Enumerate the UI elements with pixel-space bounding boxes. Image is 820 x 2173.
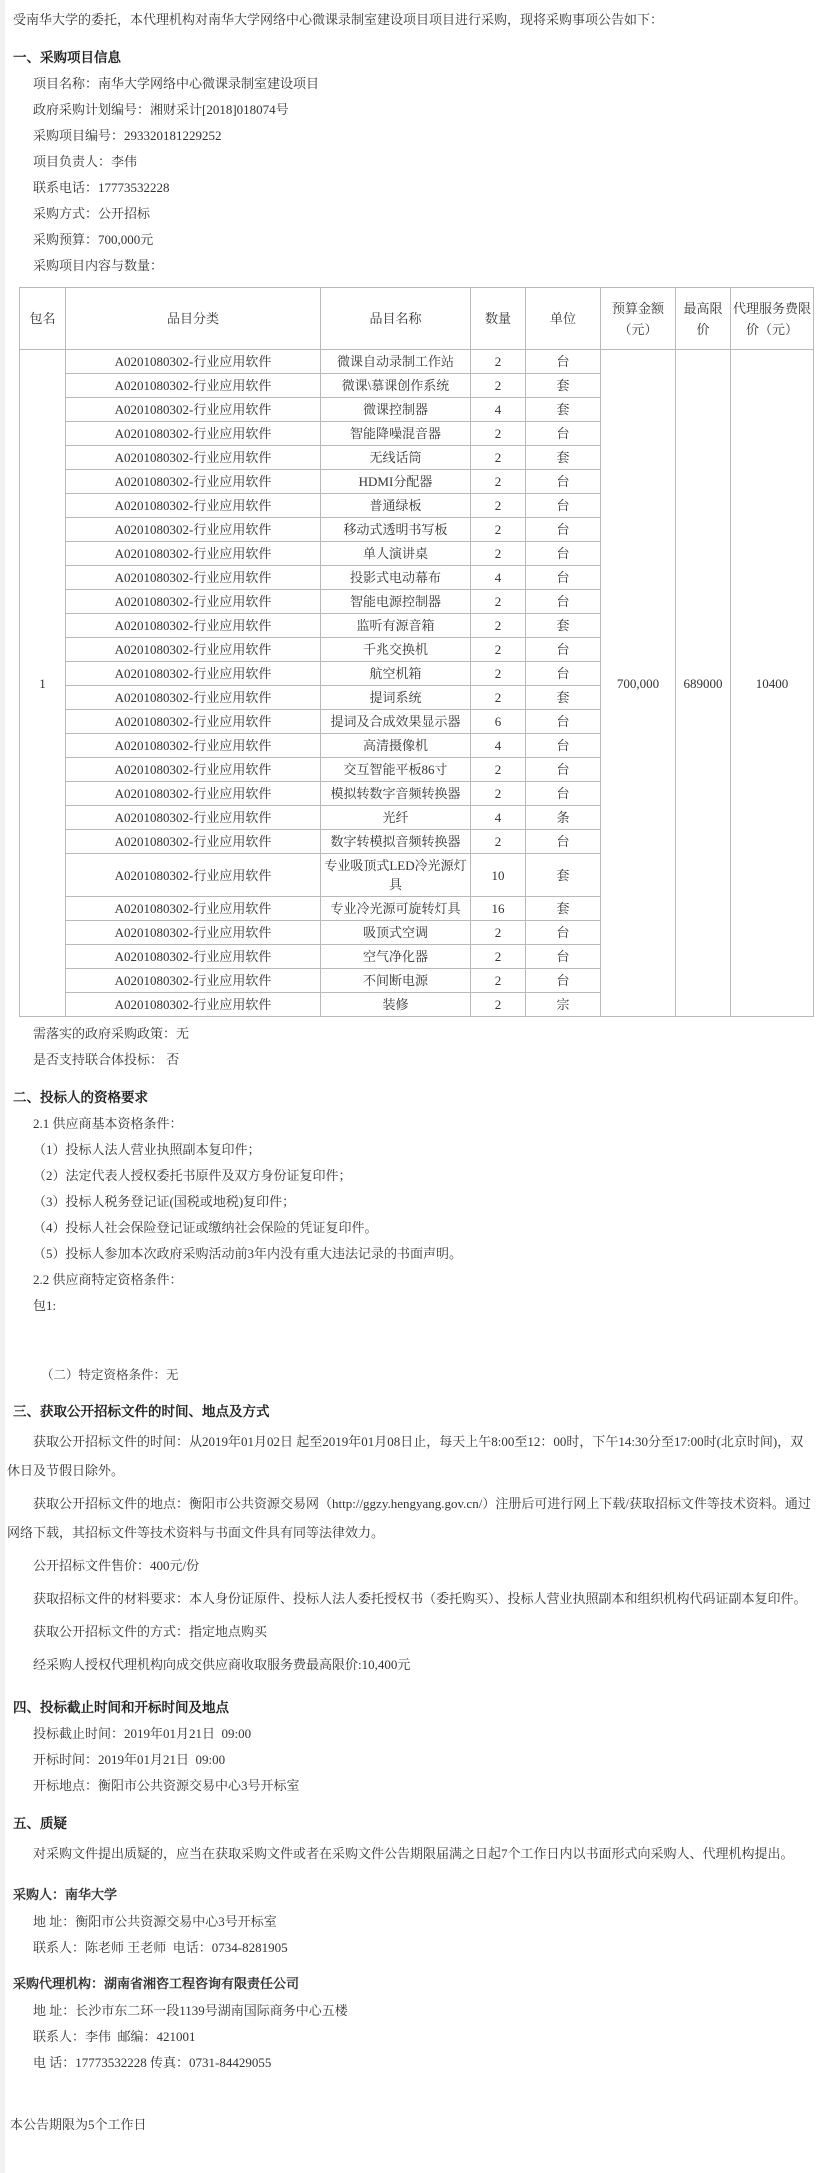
item-unit-cell: 宗	[526, 993, 601, 1017]
item-unit-cell: 套	[526, 686, 601, 710]
item-category-cell: A0201080302-行业应用软件	[66, 494, 321, 518]
qualification-line: 2.2 供应商特定资格条件：	[33, 1272, 183, 1287]
column-header-1: 品目分类	[66, 288, 321, 350]
purchaser-contact-line: 联系人：陈老师 王老师 电话：0734-8281905	[33, 1940, 288, 1955]
item-unit-cell: 台	[526, 782, 601, 806]
bid-document-paragraph: 获取公开招标文件的地点：衡阳市公共资源交易网（http://ggzy.hengyang.gov.cn/）注册后可进行网上下载/获取招标文件等技术资料。通过网络下载，其招标文件等技术资料与书面文件具有同等法律效力。	[7, 1496, 811, 1540]
item-category-cell: A0201080302-行业应用软件	[66, 446, 321, 470]
bid-document-paragraph: 获取公开招标文件的时间：从2019年01月02日 起至2019年01月08日止，每天上午8:00至12：00时，下午14:30分至17:00时(北京时间)，双休日及节假日除外。	[7, 1434, 804, 1478]
info-line: 采购方式：公开招标	[33, 206, 151, 221]
purchaser-title: 采购人：南华大学	[13, 1887, 118, 1902]
spacer	[7, 1323, 814, 1357]
item-qty-cell: 2	[471, 518, 526, 542]
item-qty-cell: 4	[471, 734, 526, 758]
item-name-cell: HDMI分配器	[321, 470, 471, 494]
qualification-line: （3）投标人税务登记证(国税或地税)复印件；	[33, 1194, 296, 1209]
item-name-cell: 专业冷光源可旋转灯具	[321, 897, 471, 921]
item-name-cell: 提词系统	[321, 686, 471, 710]
item-unit-cell: 套	[526, 374, 601, 398]
item-category-cell: A0201080302-行业应用软件	[66, 470, 321, 494]
info-line: 采购预算：700,000元	[33, 232, 154, 247]
item-unit-cell: 台	[526, 494, 601, 518]
item-category-cell: A0201080302-行业应用软件	[66, 945, 321, 969]
item-name-cell: 千兆交换机	[321, 638, 471, 662]
item-category-cell: A0201080302-行业应用软件	[66, 686, 321, 710]
item-name-cell: 智能电源控制器	[321, 590, 471, 614]
item-qty-cell: 2	[471, 374, 526, 398]
item-name-cell: 投影式电动幕布	[321, 566, 471, 590]
bid-document-paragraph: 获取招标文件的材料要求：本人身份证原件、投标人法人委托授权书（委托购买）、投标人营业执照副本和组织机构代码证副本复印件。	[33, 1591, 807, 1606]
info-line: 项目名称：南华大学网络中心微课录制室建设项目	[33, 76, 320, 91]
item-unit-cell: 台	[526, 470, 601, 494]
item-category-cell: A0201080302-行业应用软件	[66, 897, 321, 921]
item-qty-cell: 2	[471, 494, 526, 518]
agency-contact-list	[7, 2002, 814, 2072]
intro-paragraph: 受南华大学的委托，本代理机构对南华大学网络中心微课录制室建设项目项目进行采购，现将采购事项公告如下：	[13, 12, 664, 27]
item-category-cell: A0201080302-行业应用软件	[66, 782, 321, 806]
item-qty-cell: 2	[471, 590, 526, 614]
spacer	[7, 2080, 814, 2114]
item-name-cell: 模拟转数字音频转换器	[321, 782, 471, 806]
item-category-cell: A0201080302-行业应用软件	[66, 734, 321, 758]
item-qty-cell: 4	[471, 806, 526, 830]
qualification-line: 包1:	[33, 1298, 57, 1313]
item-qty-cell: 6	[471, 710, 526, 734]
item-qty-cell: 2	[471, 422, 526, 446]
item-qty-cell: 10	[471, 854, 526, 897]
item-category-cell: A0201080302-行业应用软件	[66, 566, 321, 590]
item-unit-cell: 台	[526, 758, 601, 782]
items-table-header	[20, 288, 814, 350]
item-qty-cell: 2	[471, 782, 526, 806]
item-category-cell: A0201080302-行业应用软件	[66, 806, 321, 830]
purchaser-contact-line: 地 址：衡阳市公共资源交易中心3号开标室	[33, 1914, 277, 1929]
max-price-cell: 689000	[676, 350, 731, 1017]
header-row	[20, 288, 814, 350]
item-unit-cell: 台	[526, 945, 601, 969]
item-category-cell: A0201080302-行业应用软件	[66, 921, 321, 945]
item-qty-cell: 2	[471, 542, 526, 566]
item-category-cell: A0201080302-行业应用软件	[66, 398, 321, 422]
info-line: 项目负责人：李伟	[33, 154, 138, 169]
special-qualification-note: （二）特定资格条件：无	[41, 1368, 179, 1382]
item-name-cell: 不间断电源	[321, 969, 471, 993]
info-line: 联系电话：17773532228	[33, 180, 170, 195]
item-category-cell: A0201080302-行业应用软件	[66, 854, 321, 897]
section4-heading: 四、投标截止时间和开标时间及地点	[13, 1700, 229, 1715]
item-name-cell: 无线话筒	[321, 446, 471, 470]
item-unit-cell: 套	[526, 854, 601, 897]
item-name-cell: 智能降噪混音器	[321, 422, 471, 446]
section4-lines	[7, 1725, 814, 1795]
column-header-2: 品目名称	[321, 288, 471, 350]
item-unit-cell: 台	[526, 734, 601, 758]
item-unit-cell: 套	[526, 398, 601, 422]
item-name-cell: 专业吸顶式LED冷光源灯具	[321, 854, 471, 897]
column-header-3: 数量	[471, 288, 526, 350]
item-name-cell: 移动式透明书写板	[321, 518, 471, 542]
item-unit-cell: 台	[526, 969, 601, 993]
item-unit-cell: 台	[526, 638, 601, 662]
item-unit-cell: 条	[526, 806, 601, 830]
item-unit-cell: 台	[526, 662, 601, 686]
section2-heading: 二、投标人的资格要求	[13, 1090, 148, 1105]
purchaser-contact-list	[7, 1913, 814, 1957]
column-header-6: 最高限价	[676, 288, 731, 350]
notice-period-line: 本公告期限为5个工作日	[10, 2117, 147, 2132]
item-category-cell: A0201080302-行业应用软件	[66, 710, 321, 734]
column-header-5: 预算金额（元）	[601, 288, 676, 350]
column-header-7: 代理服务费限价（元）	[731, 288, 814, 350]
item-name-cell: 微课自动录制工作站	[321, 350, 471, 374]
bid-document-paragraph: 公开招标文件售价：400元/份	[33, 1558, 200, 1573]
bid-document-paragraph: 经采购人授权代理机构向成交供应商收取服务费最高限价:10,400元	[33, 1657, 411, 1672]
item-unit-cell: 台	[526, 422, 601, 446]
agency-title: 采购代理机构：湖南省湘咨工程咨询有限责任公司	[13, 1976, 300, 1991]
item-category-cell: A0201080302-行业应用软件	[66, 969, 321, 993]
item-unit-cell: 台	[526, 566, 601, 590]
item-name-cell: 高清摄像机	[321, 734, 471, 758]
item-category-cell: A0201080302-行业应用软件	[66, 662, 321, 686]
items-table-body	[20, 350, 814, 1017]
item-qty-cell: 2	[471, 446, 526, 470]
item-category-cell: A0201080302-行业应用软件	[66, 374, 321, 398]
item-qty-cell: 2	[471, 945, 526, 969]
info-line: 采购项目内容与数量：	[33, 258, 164, 273]
item-row	[20, 350, 814, 374]
agency-fee-cell: 10400	[731, 350, 814, 1017]
item-unit-cell: 套	[526, 446, 601, 470]
section2-requirements-list	[7, 1115, 814, 1315]
item-qty-cell: 16	[471, 897, 526, 921]
deadline-line: 开标时间：2019年01月21日 09:00	[33, 1752, 226, 1767]
item-category-cell: A0201080302-行业应用软件	[66, 422, 321, 446]
policy-line: 是否支持联合体投标： 否	[33, 1052, 180, 1067]
info-line: 政府采购计划编号：湘财采计[2018]018074号	[33, 102, 289, 117]
item-category-cell: A0201080302-行业应用软件	[66, 350, 321, 374]
item-qty-cell: 2	[471, 470, 526, 494]
item-qty-cell: 2	[471, 993, 526, 1017]
section5-heading: 五、质疑	[13, 1816, 67, 1831]
qualification-line: （5）投标人参加本次政府采购活动前3年内没有重大违法记录的书面声明。	[33, 1246, 463, 1261]
item-name-cell: 航空机箱	[321, 662, 471, 686]
bid-document-paragraph: 获取公开招标文件的方式：指定地点购买	[33, 1624, 268, 1639]
item-name-cell: 数字转模拟音频转换器	[321, 830, 471, 854]
agency-contact-line: 电 话：17773532228 传真：0731-84429055	[33, 2055, 272, 2070]
item-unit-cell: 台	[526, 710, 601, 734]
item-unit-cell: 台	[526, 518, 601, 542]
item-qty-cell: 2	[471, 921, 526, 945]
section1-info-list	[7, 75, 814, 275]
column-header-4: 单位	[526, 288, 601, 350]
qualification-line: （1）投标人法人营业执照副本复印件；	[33, 1142, 261, 1157]
section3-heading: 三、获取公开招标文件的时间、地点及方式	[13, 1404, 270, 1419]
info-line: 采购项目编号：293320181229252	[33, 128, 222, 143]
item-category-cell: A0201080302-行业应用软件	[66, 830, 321, 854]
after-table-list	[7, 1025, 814, 1069]
deadline-line: 投标截止时间：2019年01月21日 09:00	[33, 1726, 252, 1741]
item-category-cell: A0201080302-行业应用软件	[66, 614, 321, 638]
policy-line: 需落实的政府采购政策：无	[33, 1026, 190, 1041]
item-qty-cell: 4	[471, 398, 526, 422]
query-paragraph: 对采购文件提出质疑的，应当在获取采购文件或者在采购文件公告期限届满之日起7个工作日内以书面形式向采购人、代理机构提出。	[33, 1846, 794, 1861]
item-category-cell: A0201080302-行业应用软件	[66, 518, 321, 542]
item-name-cell: 监听有源音箱	[321, 614, 471, 638]
item-qty-cell: 2	[471, 638, 526, 662]
item-qty-cell: 4	[471, 566, 526, 590]
item-name-cell: 光纤	[321, 806, 471, 830]
qualification-line: （4）投标人社会保险登记证或缴纳社会保险的凭证复印件。	[33, 1220, 378, 1235]
item-qty-cell: 2	[471, 969, 526, 993]
qualification-line: 2.1 供应商基本资格条件：	[33, 1116, 183, 1131]
item-unit-cell: 台	[526, 350, 601, 374]
item-name-cell: 微课控制器	[321, 398, 471, 422]
item-qty-cell: 2	[471, 758, 526, 782]
item-category-cell: A0201080302-行业应用软件	[66, 590, 321, 614]
item-category-cell: A0201080302-行业应用软件	[66, 993, 321, 1017]
item-unit-cell: 台	[526, 921, 601, 945]
item-qty-cell: 2	[471, 350, 526, 374]
item-name-cell: 交互智能平板86寸	[321, 758, 471, 782]
item-unit-cell: 台	[526, 830, 601, 854]
item-qty-cell: 2	[471, 686, 526, 710]
item-name-cell: 空气净化器	[321, 945, 471, 969]
item-name-cell: 微课\慕课创作系统	[321, 374, 471, 398]
item-qty-cell: 2	[471, 830, 526, 854]
section1-heading: 一、采购项目信息	[13, 50, 121, 65]
section3-paragraphs	[7, 1427, 814, 1679]
item-name-cell: 普通绿板	[321, 494, 471, 518]
item-name-cell: 单人演讲桌	[321, 542, 471, 566]
item-name-cell: 装修	[321, 993, 471, 1017]
agency-contact-line: 联系人：李伟 邮编：421001	[33, 2029, 196, 2044]
package-name-cell: 1	[20, 350, 66, 1017]
item-qty-cell: 2	[471, 614, 526, 638]
item-category-cell: A0201080302-行业应用软件	[66, 542, 321, 566]
budget-amount-cell: 700,000	[601, 350, 676, 1017]
column-header-0: 包名	[20, 288, 66, 350]
agency-contact-line: 地 址：长沙市东二环一段1139号湖南国际商务中心五楼	[33, 2003, 348, 2018]
item-name-cell: 吸顶式空调	[321, 921, 471, 945]
item-name-cell: 提词及合成效果显示器	[321, 710, 471, 734]
item-category-cell: A0201080302-行业应用软件	[66, 638, 321, 662]
item-unit-cell: 套	[526, 897, 601, 921]
item-qty-cell: 2	[471, 662, 526, 686]
qualification-line: （2）法定代表人授权委托书原件及双方身份证复印件；	[33, 1168, 352, 1183]
deadline-line: 开标地点：衡阳市公共资源交易中心3号开标室	[33, 1778, 300, 1793]
item-category-cell: A0201080302-行业应用软件	[66, 758, 321, 782]
item-unit-cell: 台	[526, 590, 601, 614]
procurement-items-table	[19, 287, 814, 1017]
item-unit-cell: 套	[526, 614, 601, 638]
item-unit-cell: 台	[526, 542, 601, 566]
